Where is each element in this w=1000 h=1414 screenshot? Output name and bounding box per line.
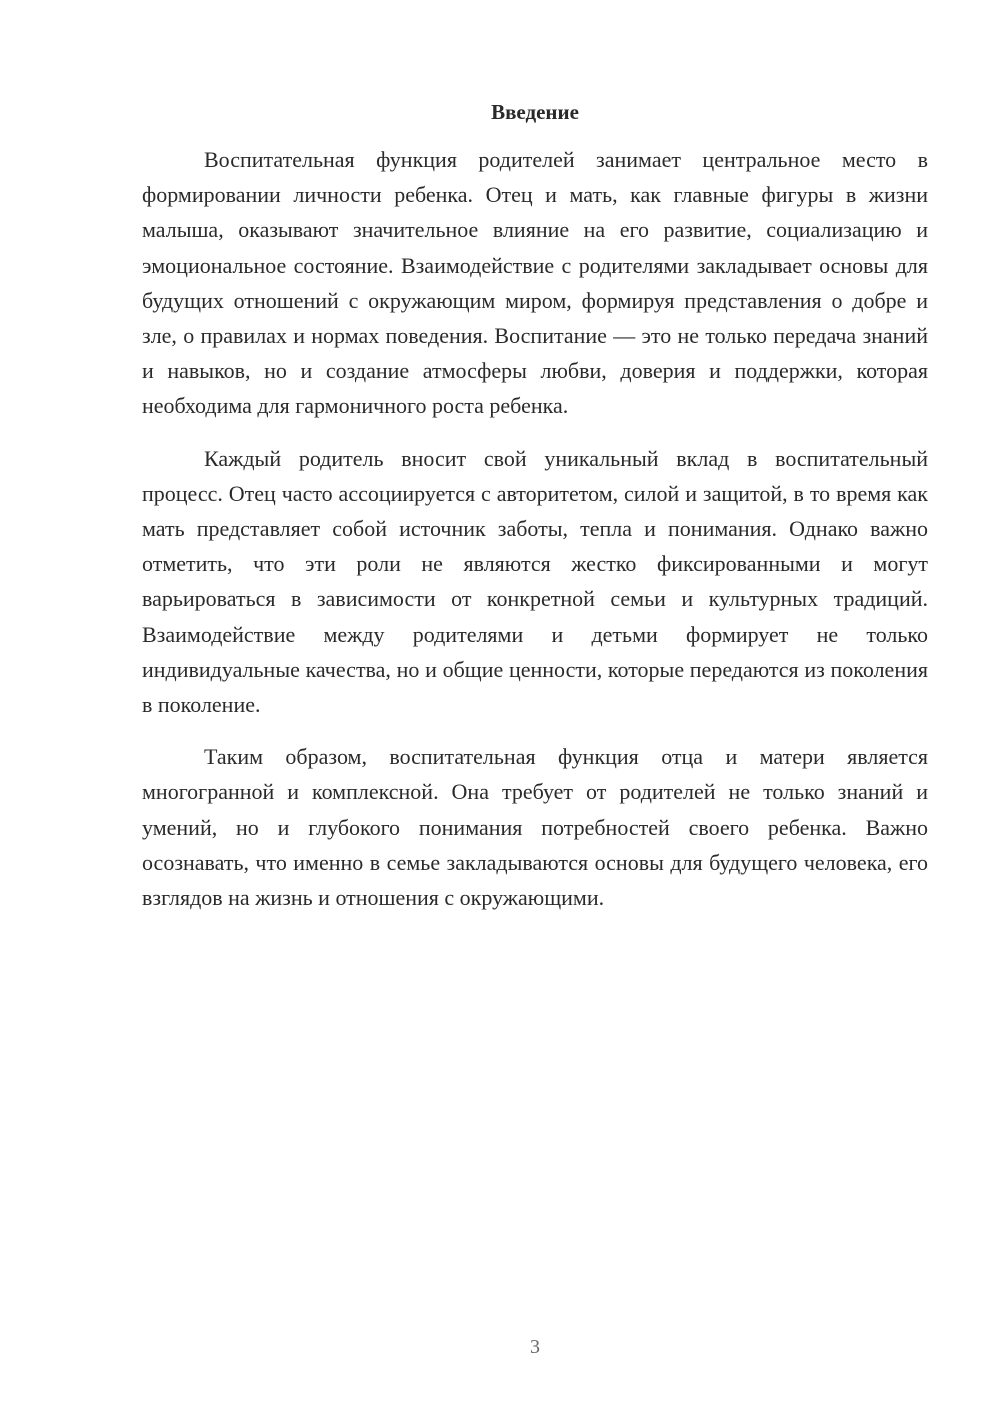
paragraph-3: Таким образом, воспитательная функция отца и матери является многогранной и комплексной. Она требует от родителей не только знаний и умений, но и глубокого понимания потребностей своего ребенка. Важно осознавать, что именно в семье закладываются основы для будущего человека, его взглядов на жизнь и отношения с окружающими. — [142, 744, 928, 911]
body-text — [142, 142, 928, 932]
paragraph-1: Воспитательная функция родителей занимает центральное место в формировании личности ребенка. Отец и мать, как главные фигуры в жизни малыша, оказывают значительное влияние на его развитие, социализацию и эмоциональное состояние. Взаимодействие с родителями закладывает основы для будущих отношений с окружающим миром, формируя представления о добре и зле, о правилах и нормах поведения. Воспитание — это не только передача знаний и навыков, но и создание атмосферы любви, доверия и поддержки, которая необходима для гармоничного роста ребенка. — [142, 147, 928, 419]
paragraph-2: Каждый родитель вносит свой уникальный вклад в воспитательный процесс. Отец часто ассоциируется с авторитетом, силой и защитой, в то время как мать представляет собой источник заботы, тепла и понимания. Однако важно отметить, что эти роли не являются жестко фиксированными и могут варьироваться в зависимости от конкретной семьи и культурных традиций. Взаимодействие между родителями и детьми формирует не только индивидуальные качества, но и общие ценности, которые передаются из поколения в поколение. — [142, 445, 928, 718]
section-heading: Введение — [491, 100, 579, 124]
page-number: 3 — [530, 1336, 540, 1358]
